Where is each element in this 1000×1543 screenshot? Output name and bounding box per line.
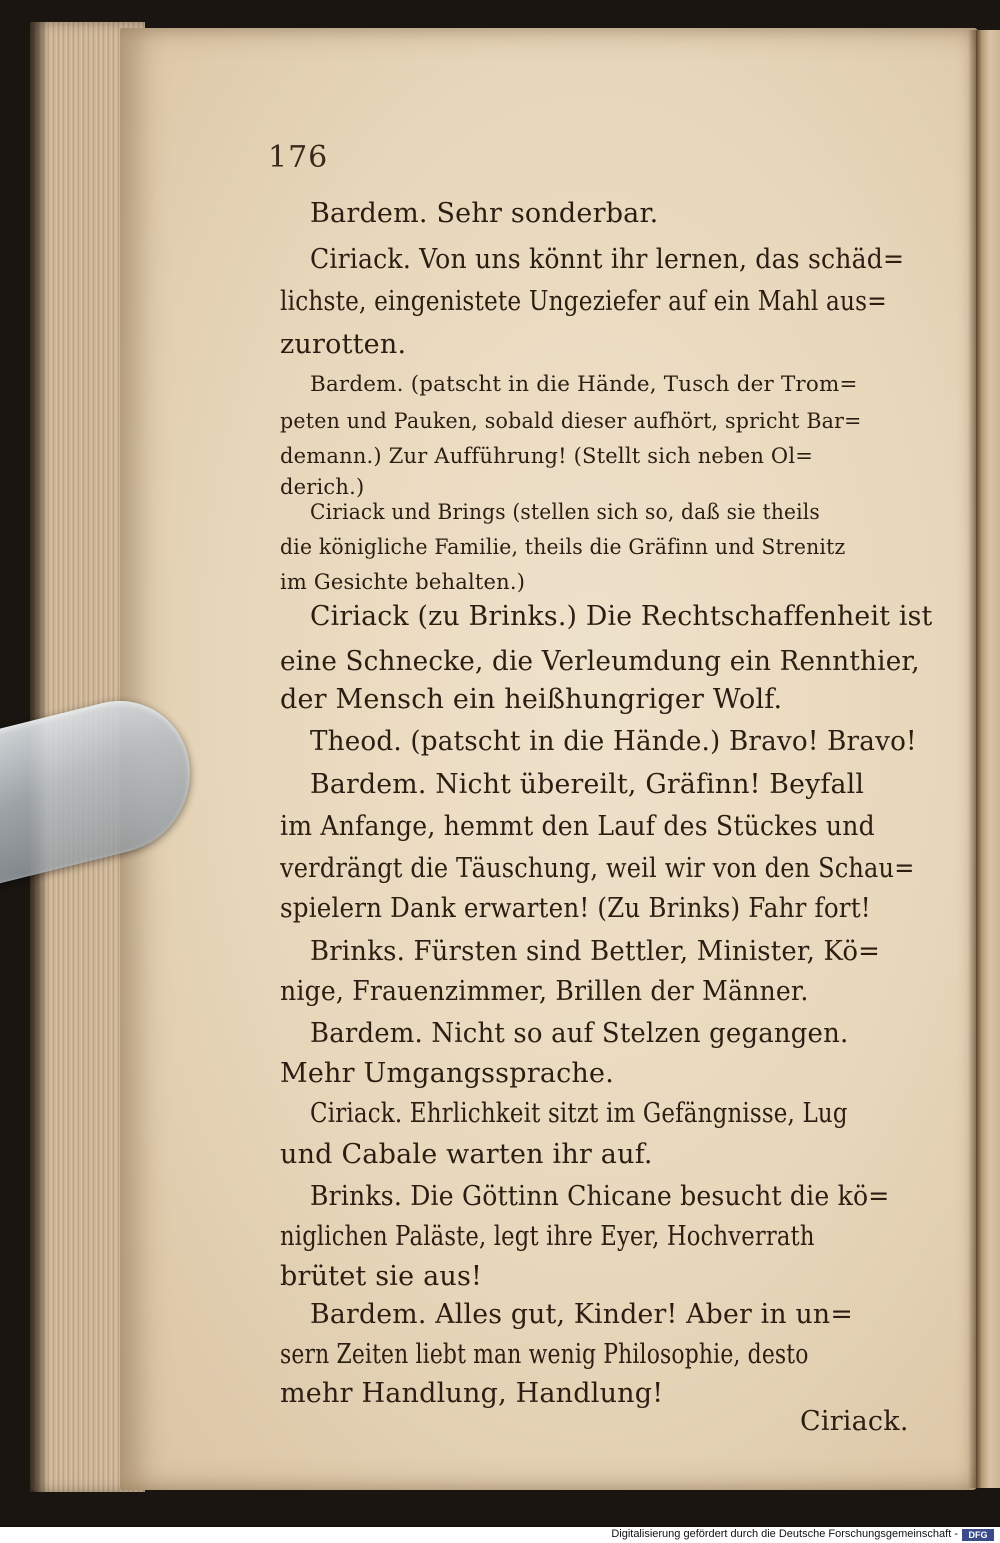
text-line: niglichen Paläste, legt ihre Eyer, Hochverrath [280, 1221, 815, 1252]
text-line: demann.) Zur Aufführung! (Stellt sich neben Ol= [280, 444, 814, 468]
footer-bar [0, 1527, 1000, 1543]
text-line: lichste, eingenistete Ungeziefer auf ein Mahl aus= [280, 286, 887, 317]
text-line: Bardem. (patscht in die Hände, Tusch der Trom= [310, 372, 858, 396]
footer-credit: Digitalisierung gefördert durch die Deutsche Forschungsgemeinschaft - [611, 1528, 958, 1540]
text-line: Bardem. Nicht so auf Stelzen gegangen. [310, 1018, 849, 1049]
text-line: Ciriack (zu Brinks.) Die Rechtschaffenheit ist [310, 601, 933, 632]
text-line: Bardem. Sehr sonderbar. [310, 198, 659, 229]
text-line: sern Zeiten liebt man wenig Philosophie, desto [280, 1339, 809, 1370]
catchword: Ciriack. [800, 1406, 909, 1437]
text-line: Bardem. Nicht übereilt, Gräfinn! Beyfall [310, 769, 865, 800]
page-number: 176 [268, 140, 329, 175]
text-line: Ciriack. Ehrlichkeit sitzt im Gefängnisse, Lug [310, 1098, 848, 1129]
text-line: Mehr Umgangssprache. [280, 1058, 614, 1089]
text-line: Theod. (patscht in die Hände.) Bravo! Bravo! [310, 726, 917, 757]
text-line: eine Schnecke, die Verleumdung ein Rennthier, [280, 646, 920, 677]
text-line: die königliche Familie, theils die Gräfinn und Strenitz [280, 535, 846, 559]
text-line: brütet sie aus! [280, 1261, 483, 1292]
text-line: nige, Frauenzimmer, Brillen der Männer. [280, 976, 809, 1007]
text-line: Brinks. Die Göttinn Chicane besucht die kö= [310, 1181, 890, 1212]
text-line: im Gesichte behalten.) [280, 570, 526, 594]
next-page-edge [976, 30, 1000, 1488]
text-line: spielern Dank erwarten! (Zu Brinks) Fahr fort! [280, 893, 871, 924]
text-line: peten und Pauken, sobald dieser aufhört, spricht Bar= [280, 409, 862, 433]
text-line: zurotten. [280, 329, 407, 360]
text-line: Brinks. Fürsten sind Bettler, Minister, Kö= [310, 936, 881, 967]
text-line: verdrängt die Täuschung, weil wir von den Schau= [280, 853, 915, 884]
gutter-shadow [968, 30, 976, 1488]
text-line: im Anfange, hemmt den Lauf des Stückes und [280, 811, 875, 842]
text-line: Bardem. Alles gut, Kinder! Aber in un= [310, 1299, 853, 1330]
dfg-logo-icon: DFG [962, 1529, 994, 1541]
text-line: und Cabale warten ihr auf. [280, 1139, 653, 1170]
text-line: derich.) [280, 475, 365, 499]
text-line: der Mensch ein heißhungriger Wolf. [280, 684, 783, 715]
text-line: mehr Handlung, Handlung! [280, 1378, 664, 1409]
text-line: Ciriack. Von uns könnt ihr lernen, das schäd= [310, 244, 905, 275]
text-line: Ciriack und Brings (stellen sich so, daß sie theils [310, 500, 820, 524]
